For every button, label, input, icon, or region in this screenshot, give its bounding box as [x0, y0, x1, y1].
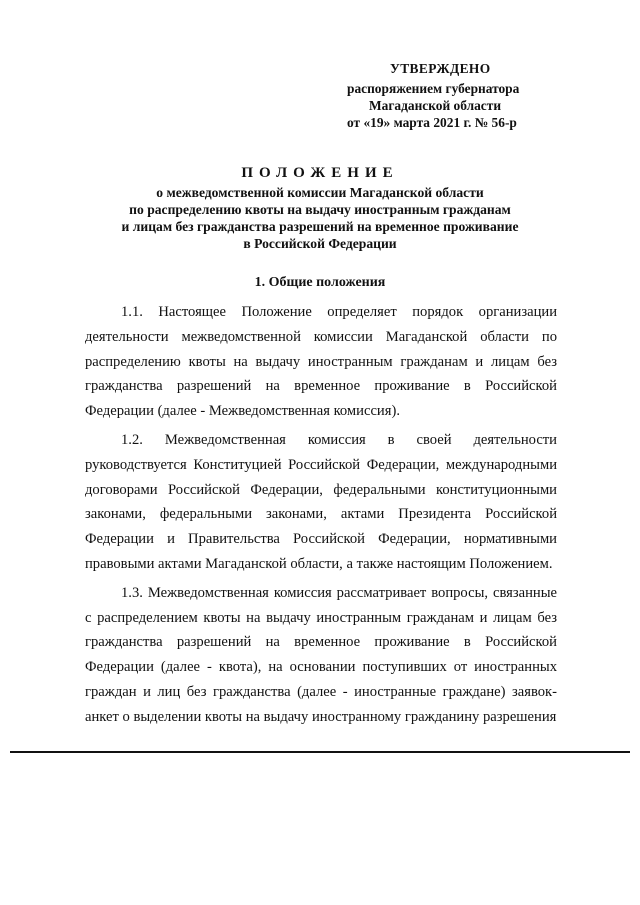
approval-stamp	[330, 60, 580, 131]
approval-line-3: от «19» марта 2021 г. № 56-р	[347, 115, 517, 130]
document-subtitle-line: по распределению квоты на выдачу иностранным гражданам	[129, 202, 511, 217]
document-body	[85, 300, 557, 730]
paragraph-1-1: 1.1. Настоящее Положение определяет порядок организации деятельности межведомственной комиссии Магаданской области по распределению квоты на выдачу иностранным гражданам и лицам без гражданства разрешений на временное проживание в Российской Федерации (далее - Межведомственная комиссия).	[85, 304, 557, 420]
paragraph-1-2: 1.2. Межведомственная комиссия в своей деятельности руководствуется Конституцией Российской Федерации, международными договорами Российской Федерации, федеральными конституционными законами, федеральными законами, актами Президента Российской Федерации и Правительства Российской Федерации, нормативными правовыми актами Магаданской области, а также настоящим Положением.	[85, 431, 557, 572]
document-subtitle-line: о межведомственной комиссии Магаданской области	[156, 185, 484, 200]
document-subtitle-line: в Российской Федерации	[243, 236, 397, 251]
document-title-block	[0, 165, 640, 252]
paragraph-1-3: 1.3. Межведомственная комиссия рассматривает вопросы, связанные с распределением квоты на выдачу иностранным гражданам и лицам без гражданства разрешений на временное проживание в Российской Федерации (далее - квота), на основании поступивших от иностранных граждан и лиц без гражданства (далее - иностранные граждане) заявок-анкет о выделении квоты на выдачу иностранному гражданину разрешения	[85, 584, 557, 725]
document-subtitle-line: и лицам без гражданства разрешений на временное проживание	[121, 219, 519, 234]
document-title: ПОЛОЖЕНИЕ	[241, 165, 399, 181]
approval-title: УТВЕРЖДЕНО	[390, 61, 491, 76]
approval-line-1: распоряжением губернатора	[347, 81, 520, 96]
page-bottom-rule	[10, 751, 630, 753]
approval-line-2: Магаданской области	[369, 98, 502, 113]
section-heading: 1. Общие положения	[254, 275, 386, 290]
